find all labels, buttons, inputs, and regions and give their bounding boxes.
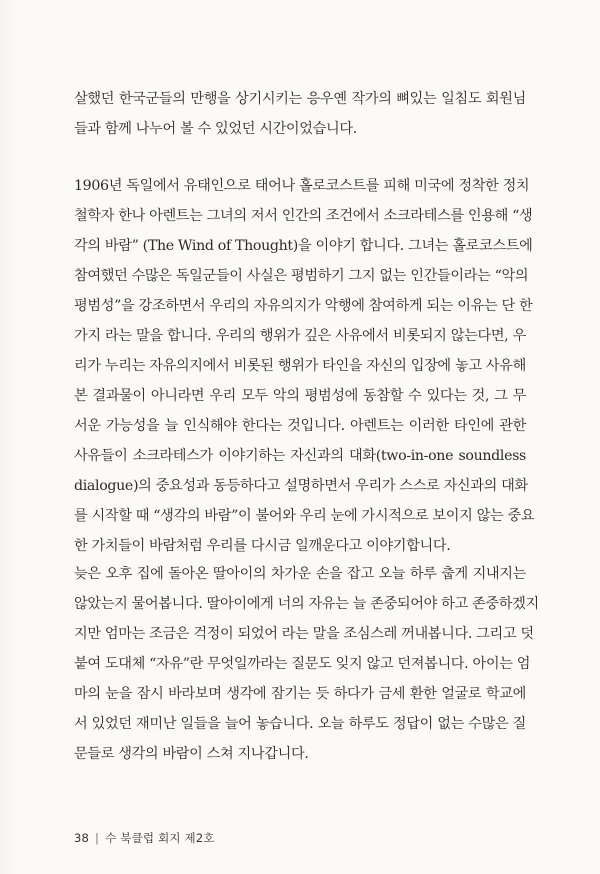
text-line: 서 있었던 재미난 일들을 늘어 놓습니다. 오늘 하루도 정답이 없는 수많은 질 [74,716,526,732]
text-line: 를 시작할 때 “생각의 바람”이 불어와 우리 눈에 가시적으로 보이지 않는 중요 [74,508,535,524]
text-line: 가지 라는 말을 합니다. 우리의 행위가 깊은 사유에서 비롯되지 않는다면, 우 [74,328,526,344]
text-line: 들과 함께 나누어 볼 수 있었던 시간이었습니다. [74,121,357,137]
text-line: 지만 엄마는 조금은 걱정이 되었어 라는 말을 조심스레 꺼내봅니다. 그리고 덧 [74,626,534,642]
text-line: 1906년 독일에서 유태인으로 태어나 홀로코스트를 피해 미국에 정착한 정치 [74,178,530,194]
paragraph-2 [74,171,535,561]
text-line: 한 가치들이 바람처럼 우리를 다시금 일깨운다고 이야기합니다. [74,538,451,554]
page-footer [74,830,215,846]
text-line: 사유들이 소크라테스가 이야기하는 자신과의 대화(two-in-one soundless [74,448,526,464]
text-line: 각의 바람” (The Wind of Thought)을 이야기 합니다. 그녀는 홀로코스트에 [74,238,533,254]
text-line: 평범성”을 강조하면서 우리의 자유의지가 악행에 참여하게 되는 이유는 단 한 [74,298,533,314]
text-line: 늦은 오후 집에 돌아온 딸아이의 차가운 손을 잡고 오늘 하루 춥게 지내지는 [74,566,526,582]
text-line: 마의 눈을 잠시 바라보며 생각에 잠기는 듯 하다가 금세 환한 얼굴로 학교에 [74,686,526,702]
paragraph-3 [74,559,539,769]
text-line: 리가 누리는 자유의지에서 비롯된 행위가 타인을 자신의 입장에 놓고 사유해 [74,358,526,374]
text-line: 본 결과물이 아니라면 우리 모두 악의 평범성에 동참할 수 있다는 것, 그 무 [74,388,526,404]
footer-separator: | [95,831,100,845]
text-line: 살했던 한국군들의 만행을 상기시키는 응우옌 작가의 뼈있는 일침도 회원님 [74,91,526,107]
paragraph-1 [74,84,526,144]
text-line: 서운 가능성을 늘 인식해야 한다는 것입니다. 아렌트는 이러한 타인에 관한 [74,418,526,434]
text-line: 참여했던 수많은 독일군들이 사실은 평범하기 그지 없는 인간들이라는 “악의 [74,268,529,284]
text-line: 않았는지 물어봅니다. 딸아이에게 너의 자유는 늘 존중되어야 하고 존중하겠지 [74,596,539,612]
publication-title: 수 북클럽 회지 제2호 [105,831,215,845]
text-line: 철학자 한나 아렌트는 그녀의 저서 인간의 조건에서 소크라테스를 인용해 “생 [74,208,533,224]
page-number: 38 [74,831,90,845]
text-line: dialogue)의 중요성과 동등하다고 설명하면서 우리가 스스로 자신과의 대화 [74,478,528,494]
text-line: 붙여 도대체 “자유”란 무엇일까라는 질문도 잊지 않고 던져봅니다. 아이는 엄 [74,656,531,672]
text-line: 문들로 생각의 바람이 스쳐 지나갑니다. [74,746,309,762]
